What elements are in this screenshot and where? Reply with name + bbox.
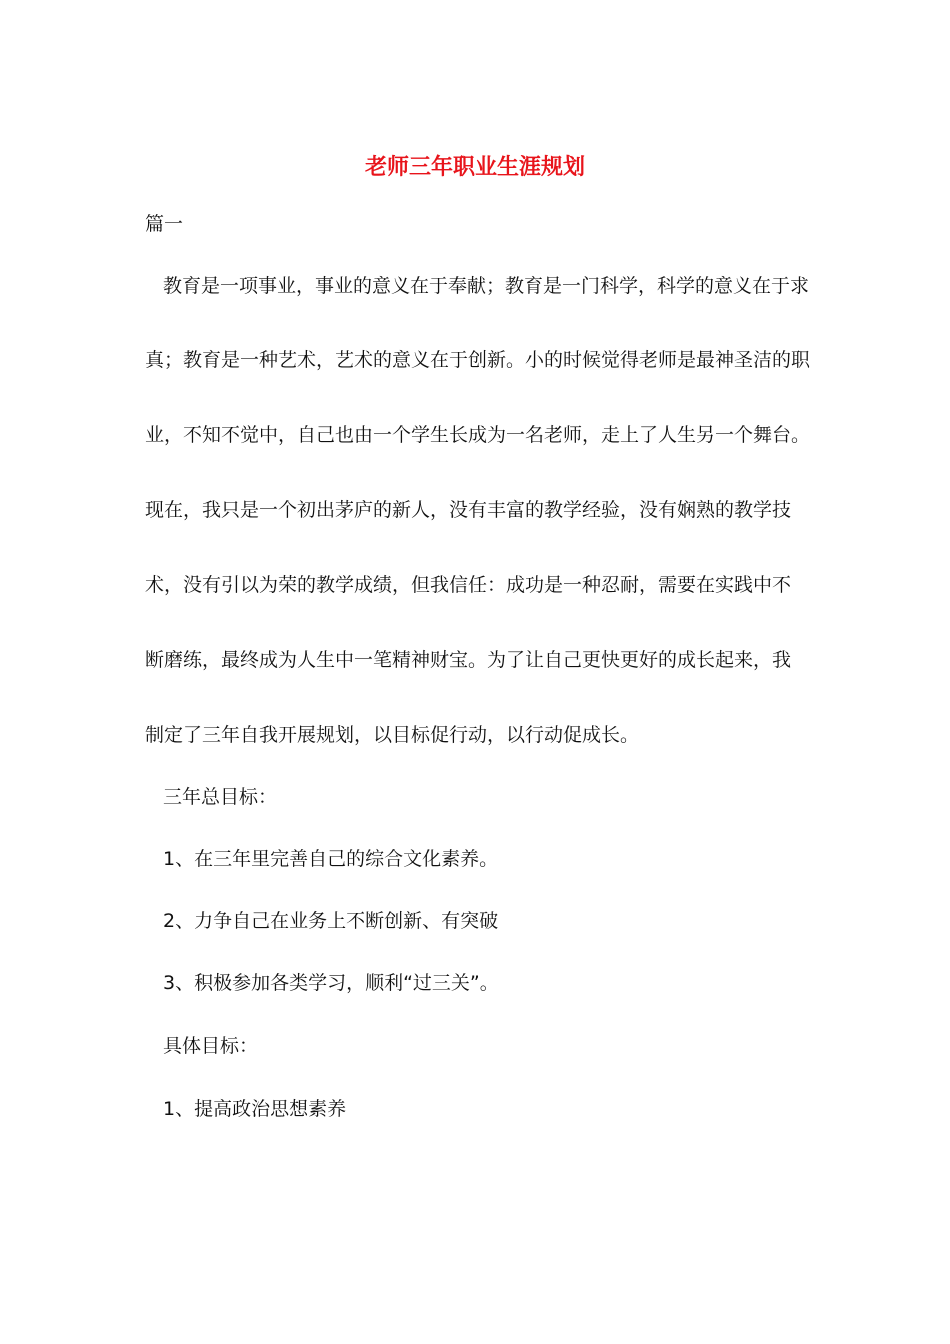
section-label: 篇一 [145,213,184,235]
overall-goal-item: 1、在三年里完善自己的综合文化素养。 [163,848,499,870]
overall-goal-item: 2、力争自己在业务上不断创新、有突破 [163,910,499,932]
intro-line-7: 制定了三年自我开展规划，以目标促行动，以行动促成长。 [145,724,640,746]
intro-line-4: 现在，我只是一个初出茅庐的新人，没有丰富的教学经验，没有娴熟的教学技 [145,499,792,521]
intro-line-3: 业，不知不觉中，自己也由一个学生长成为一名老师，走上了人生另一个舞台。 [145,424,811,446]
specific-goals-heading: 具体目标： [163,1035,259,1057]
intro-line-6: 断磨练，最终成为人生中一笔精神财宝。为了让自己更快更好的成长起来，我 [145,649,792,671]
intro-line-1: 教育是一项事业，事业的意义在于奉献；教育是一门科学，科学的意义在于求 [163,275,810,297]
document-title: 老师三年职业生涯规划 [364,155,585,180]
overall-goals-heading: 三年总目标： [163,786,278,808]
specific-goal-item: 1、提高政治思想素养 [163,1098,347,1120]
intro-line-5: 术，没有引以为荣的教学成绩，但我信任：成功是一种忍耐，需要在实践中不 [145,574,792,596]
overall-goal-item: 3、积极参加各类学习，顺利“过三关”。 [163,972,499,994]
intro-line-2: 真；教育是一种艺术，艺术的意义在于创新。小的时候觉得老师是最神圣洁的职 [145,349,811,371]
